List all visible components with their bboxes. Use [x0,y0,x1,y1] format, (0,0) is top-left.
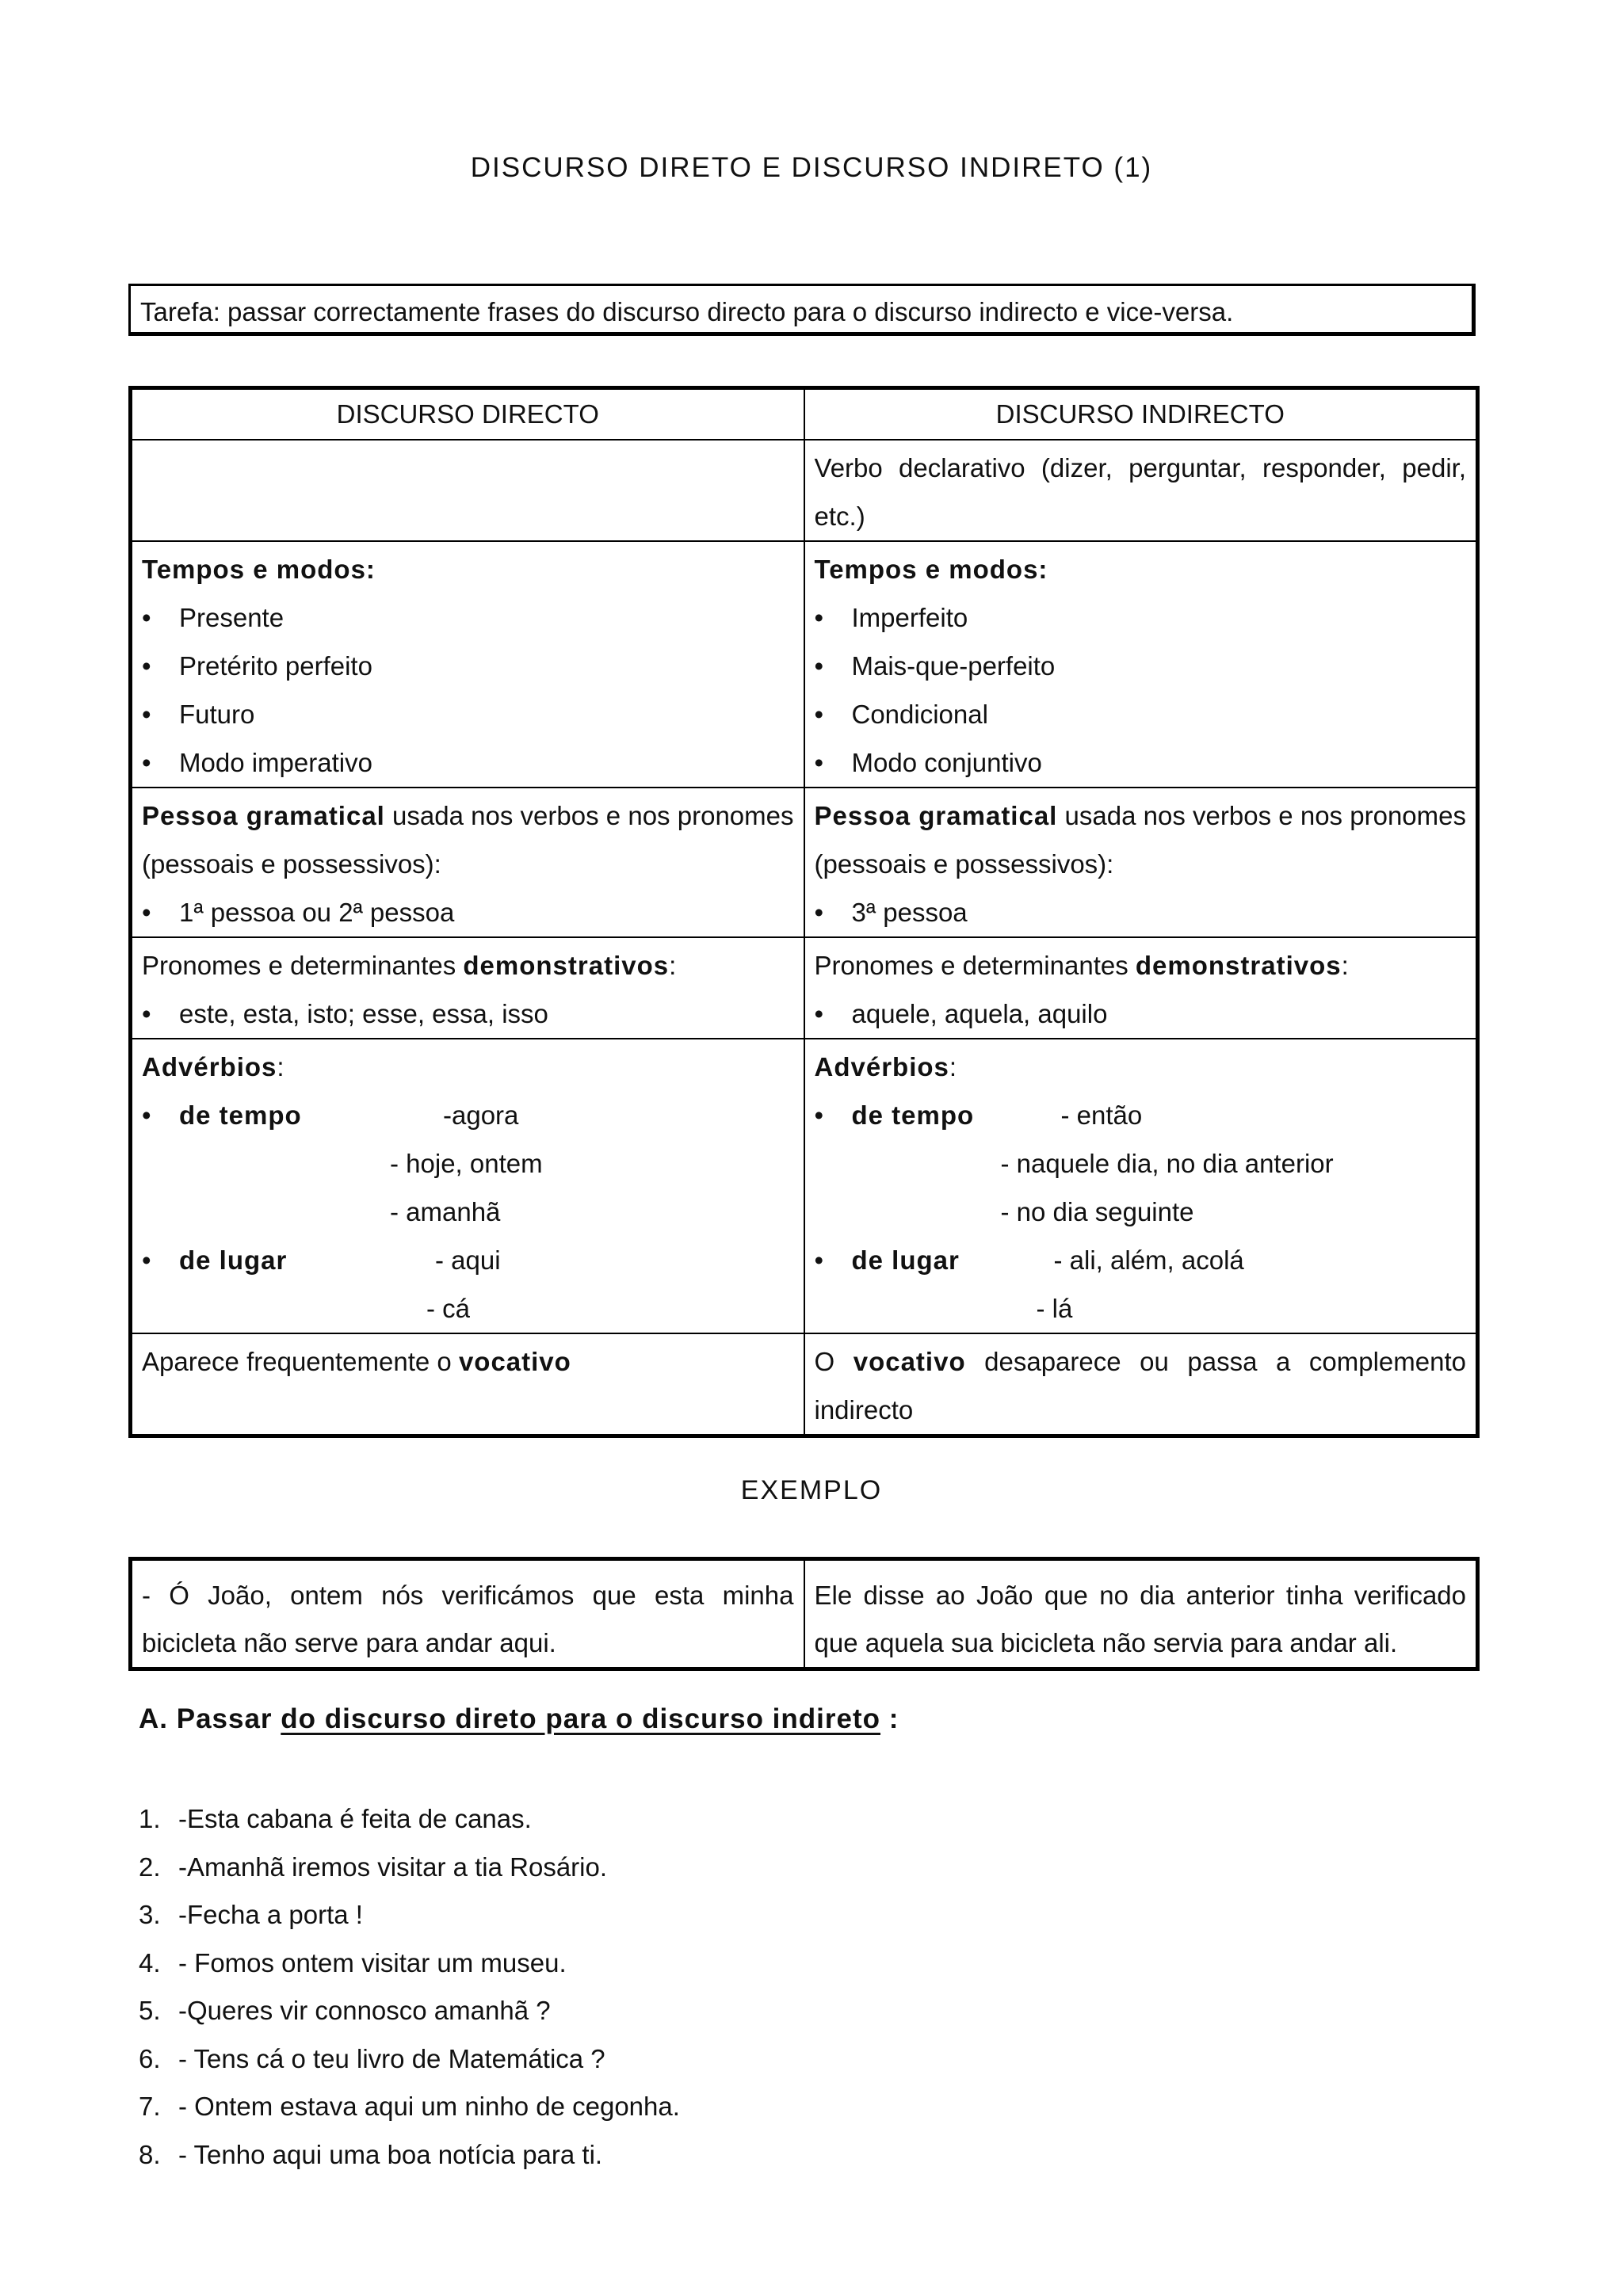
example-row [131,1559,1478,1669]
vocative-direct-prefix: Aparece frequentemente o [142,1347,459,1376]
adverb-time-label: de tempo [179,1100,302,1130]
demonstratives-suffix: : [1341,951,1349,980]
tenses-direct-cell [131,541,804,788]
adverb-value: -agora [443,1100,519,1130]
item-number: 1. [139,1804,161,1833]
item-text: -Fecha a porta ! [178,1900,363,1929]
adverb-time-line [815,1091,1467,1139]
exercise-underlined: do discurso direto para o discurso indireto [281,1703,881,1734]
list-item: • Mais-que-perfeito [815,642,1467,690]
list-item: • aquele, aquela, aquilo [815,990,1467,1038]
adverb-value: - aqui [435,1245,501,1275]
list-item [139,1891,680,1939]
list-item [139,1939,680,1988]
exercise-heading [139,1703,899,1735]
header-direct: DISCURSO DIRECTO [131,388,804,441]
tenses-label: Tempos e modos: [142,555,376,584]
person-label: Pessoa gramatical [142,801,385,830]
item-text: - Ontem estava aqui um ninho de cegonha. [178,2092,680,2121]
person-row [131,788,1478,937]
vocative-indirect-cell [804,1333,1478,1436]
item-text: - Fomos ontem visitar um museu. [178,1947,567,1978]
item-text: - Tenho aqui uma boa notícia para ti. [178,2139,603,2169]
list-item [139,2083,680,2131]
example-indirect-cell: Ele disse ao João que no dia anterior tinha verificado que aquela sua bicicleta não servia para andar ali. [804,1559,1478,1669]
adverbs-direct-cell [131,1039,804,1333]
adverb-time-line [142,1091,794,1139]
demonstratives-prefix: Pronomes e determinantes [142,951,464,980]
item-number: 3. [139,1900,161,1929]
exercise-suffix: : [880,1703,899,1734]
demonstratives-direct-cell [131,937,804,1039]
vocative-label: vocativo [458,1347,571,1376]
adverb-place-label: de lugar [179,1245,288,1275]
list-item: • 3ª pessoa [815,888,1467,936]
adverbs-row [131,1039,1478,1333]
page-title: DISCURSO DIRETO E DISCURSO INDIRETO (1) [470,152,1153,183]
vocative-indirect-suffix: desaparece ou passa a complemento indirecto [814,1347,1466,1425]
adverbs-heading [142,1043,794,1091]
person-description [815,791,1467,888]
item-number: 7. [139,2092,161,2121]
verb-row [131,440,1478,541]
adverb-value: - ali, além, acolá [1053,1245,1244,1275]
demonstratives-description [815,941,1467,990]
list-item: • Futuro [142,690,794,738]
list-item [139,1795,680,1844]
item-number: 6. [139,2043,161,2073]
item-number: 5. [139,1996,161,2025]
list-item: • este, esta, isto; esse, essa, isso [142,990,794,1038]
person-rest: usada nos verbos e nos pronomes (pessoais e possessivos): [814,801,1466,879]
adverbs-indirect-cell [804,1039,1478,1333]
adverb-place-line [142,1236,794,1284]
list-item [139,2035,680,2084]
list-item: • Pretérito perfeito [142,642,794,690]
header-indirect: DISCURSO INDIRECTO [804,388,1478,441]
adverbs-label: Advérbios [814,1052,949,1081]
example-table [128,1557,1480,1671]
comparison-table [128,386,1480,1438]
exercise-list [139,1795,680,2179]
item-number: 2. [139,1852,161,1882]
adverbs-colon: : [277,1052,285,1081]
task-box: Tarefa: passar correctamente frases do discurso directo para o discurso indirecto e vice-versa. [128,284,1476,336]
verb-indirect-cell: Verbo declarativo (dizer, perguntar, responder, pedir, etc.) [804,440,1478,541]
list-item: • Modo conjuntivo [815,738,1467,787]
person-description [142,791,794,888]
person-direct-cell [131,788,804,937]
adverb-value: - hoje, ontem [390,1149,543,1178]
demonstratives-label: demonstrativos [1135,951,1342,980]
item-number: 4. [139,1947,161,1978]
item-number: 8. [139,2139,161,2169]
adverb-value: - no dia seguinte [1000,1197,1194,1226]
demonstratives-row [131,937,1478,1039]
adverb-value: - amanhã [390,1197,501,1226]
vocative-row [131,1333,1478,1436]
vocative-direct-cell [131,1333,804,1436]
adverbs-colon: : [949,1052,957,1081]
adverb-value: - naquele dia, no dia anterior [1000,1149,1334,1178]
vocative-label: vocativo [853,1347,966,1376]
adverb-place-label: de lugar [851,1245,960,1275]
list-item: • Modo imperativo [142,738,794,787]
list-item [139,1987,680,2035]
list-item: • Imperfeito [815,593,1467,642]
tenses-indirect-cell [804,541,1478,788]
adverb-time-label: de tempo [851,1100,975,1130]
list-item [139,2131,680,2180]
demonstratives-prefix: Pronomes e determinantes [814,951,1136,980]
person-label: Pessoa gramatical [814,801,1058,830]
adverbs-label: Advérbios [142,1052,277,1081]
person-indirect-cell [804,788,1478,937]
adverb-value: - então [1060,1100,1143,1130]
demonstratives-indirect-cell [804,937,1478,1039]
adverbs-heading [815,1043,1467,1091]
example-direct-cell: - Ó João, ontem nós verificámos que esta minha bicicleta não serve para andar aqui. [131,1559,804,1669]
list-item [139,1844,680,1892]
list-item: • Presente [142,593,794,642]
demonstratives-label: demonstrativos [463,951,670,980]
item-text: -Queres vir connosco amanhã ? [178,1996,551,2025]
item-text: -Esta cabana é feita de canas. [178,1804,532,1833]
demonstratives-suffix: : [669,951,677,980]
vocative-indirect-prefix: O [814,1347,854,1376]
list-item: • Condicional [815,690,1467,738]
exercise-prefix: A. Passar [139,1703,281,1734]
item-text: -Amanhã iremos visitar a tia Rosário. [178,1852,608,1882]
adverb-place-line [815,1236,1467,1284]
adverb-value: - cá [426,1294,471,1323]
example-title: EXEMPLO [740,1475,883,1505]
list-item: • 1ª pessoa ou 2ª pessoa [142,888,794,936]
tenses-row [131,541,1478,788]
person-rest: usada nos verbos e nos pronomes (pessoais e possessivos): [142,801,794,879]
verb-direct-cell [131,440,804,541]
item-text: - Tens cá o teu livro de Matemática ? [178,2043,605,2073]
demonstratives-description [142,941,794,990]
table-header-row [131,388,1478,441]
adverb-value: - lá [1036,1294,1073,1323]
tenses-label: Tempos e modos: [814,555,1048,584]
